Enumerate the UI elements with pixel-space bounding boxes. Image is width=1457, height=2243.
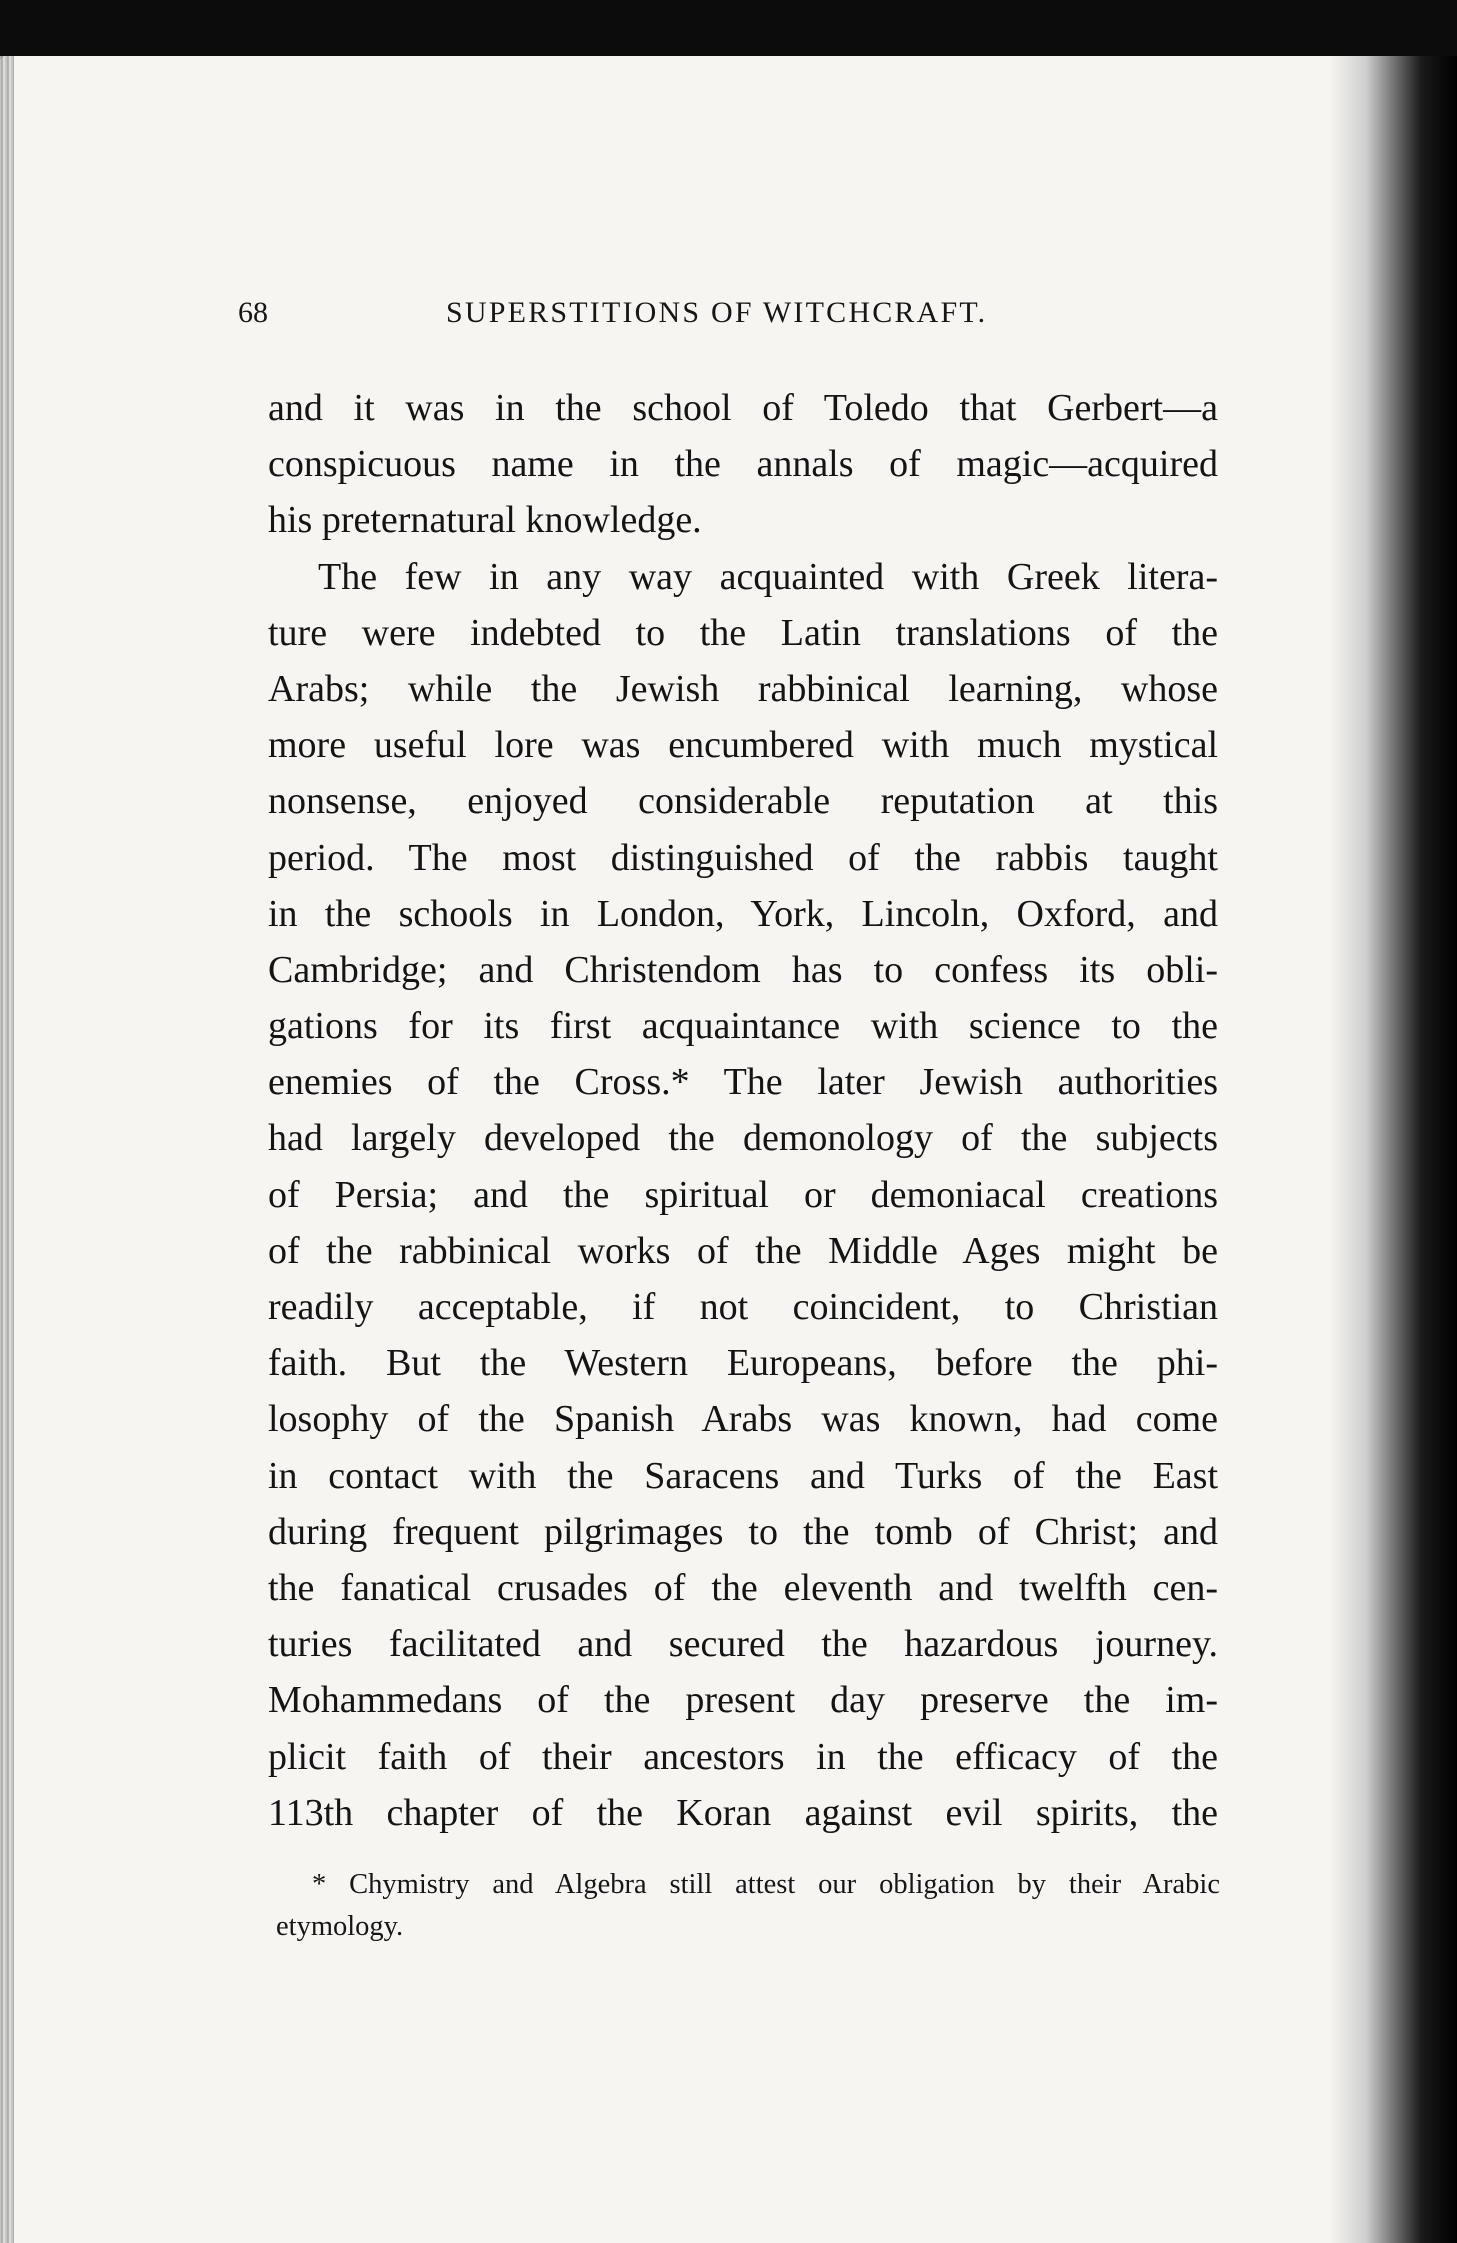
text-line: turies facilitated and secured the hazardous journey.: [268, 1623, 1218, 1666]
footnote-line: * Chymistry and Algebra still attest our obligation by their Arabic: [312, 1869, 1220, 1900]
footnote: [276, 1864, 1220, 1948]
text-line: faith. But the Western Europeans, before the phi-: [268, 1342, 1218, 1385]
running-head: SUPERSTITIONS OF WITCHCRAFT.: [446, 296, 988, 329]
text-line: during frequent pilgrimages to the tomb of Christ; and: [268, 1510, 1218, 1553]
text-line: Mohammedans of the present day preserve the im-: [268, 1679, 1218, 1722]
text-line: plicit faith of their ancestors in the efficacy of the: [268, 1735, 1218, 1778]
page-left-edge: [0, 56, 14, 2243]
footnote-line: etymology.: [276, 1911, 404, 1942]
text-line: readily acceptable, if not coincident, to Christian: [268, 1286, 1218, 1328]
text-line: Arabs; while the Jewish rabbinical learning, whose: [268, 667, 1218, 710]
text-line: more useful lore was encumbered with much mystical: [268, 724, 1218, 767]
text-line: had largely developed the demonology of the subjects: [268, 1117, 1218, 1160]
text-line: Cambridge; and Christendom has to confess its obli-: [268, 948, 1218, 991]
text-line: his preternatural knowledge.: [268, 499, 702, 542]
body-text: [268, 380, 1218, 1841]
text-line: in contact with the Saracens and Turks of the East: [268, 1454, 1218, 1497]
text-line: of the rabbinical works of the Middle Ages might be: [268, 1229, 1218, 1272]
text-line: gations for its first acquaintance with science to the: [268, 1005, 1218, 1048]
page-header: [238, 296, 1138, 336]
text-line: of Persia; and the spiritual or demoniacal creations: [268, 1173, 1218, 1216]
text-line: and it was in the school of Toledo that Gerbert—a: [268, 387, 1218, 429]
text-line: period. The most distinguished of the rabbis taught: [268, 836, 1218, 879]
text-line: in the schools in London, York, Lincoln, Oxford, and: [268, 892, 1218, 935]
text-line: losophy of the Spanish Arabs was known, had come: [268, 1398, 1218, 1441]
page-number: 68: [238, 296, 268, 329]
text-line: The few in any way acquainted with Greek litera-: [318, 555, 1218, 598]
page-right-edge-shadow: [1330, 56, 1457, 2243]
text-line: nonsense, enjoyed considerable reputation at this: [268, 780, 1218, 823]
text-line: enemies of the Cross.* The later Jewish authorities: [268, 1061, 1218, 1104]
text-line: ture were indebted to the Latin translations of the: [268, 611, 1218, 654]
text-line: 113th chapter of the Koran against evil spirits, the: [268, 1791, 1218, 1834]
text-line: conspicuous name in the annals of magic—acquired: [268, 443, 1218, 486]
text-line: the fanatical crusades of the eleventh and twelfth cen-: [268, 1566, 1218, 1609]
